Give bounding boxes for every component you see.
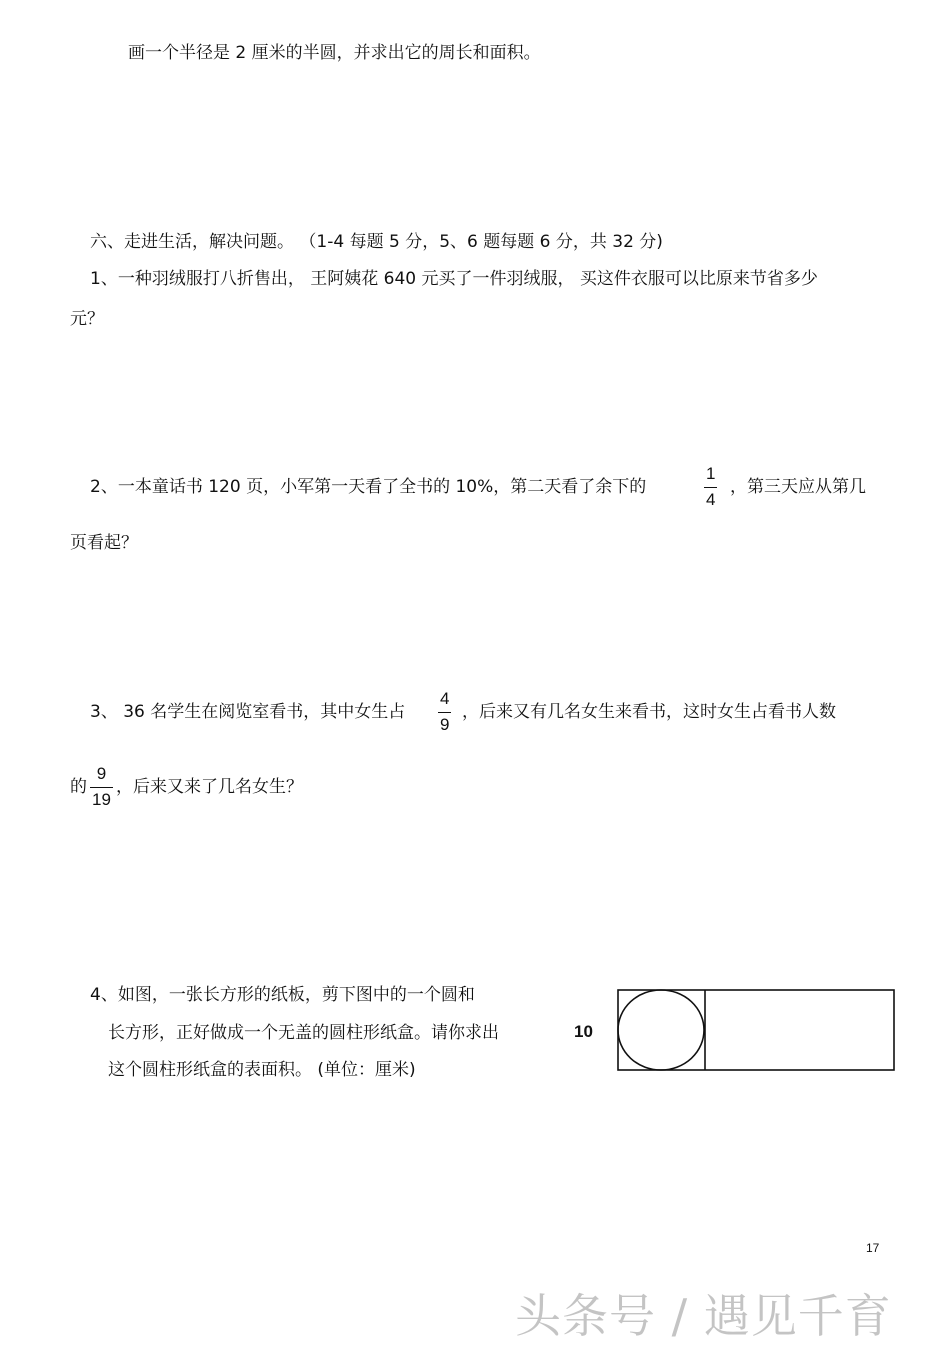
- q4-line1: 4、如图，一张长方形的纸板，剪下图中的一个圆和: [90, 985, 475, 1005]
- q3-fraction-2: [90, 764, 113, 810]
- base-circle: [618, 990, 704, 1070]
- q4-line2: 长方形，正好做成一个无盖的圆柱形纸盒。请你求出: [108, 1023, 499, 1043]
- q3-fraction-2-numerator: 9: [96, 764, 107, 783]
- section-heading: 六、走进生活，解决问题。 （1-4 每题 5 分，5、6 题每题 6 分，共 32 分): [90, 232, 663, 252]
- q3-fraction-1-bar: [438, 712, 451, 713]
- q2-part2: ，第三天应从第几: [730, 477, 866, 497]
- q4-line3: 这个圆柱形纸盒的表面积。 (单位：厘米): [108, 1060, 416, 1080]
- q3-fraction-1-numerator: 4: [440, 689, 450, 708]
- intro-text: 画一个半径是 2 厘米的半圆，并求出它的周长和面积。: [128, 43, 541, 63]
- q3-line2-prefix: 的: [70, 777, 87, 797]
- q3-line2-suffix: ，后来又来了几名女生？: [116, 777, 303, 797]
- outer-rectangle: [618, 990, 894, 1070]
- q2-fraction-bar: [704, 487, 717, 488]
- q1-line2: 元？: [70, 309, 104, 329]
- q3-part1: 3、 36 名学生在阅览室看书，其中女生占: [90, 702, 406, 722]
- q1-line1: 1、一种羽绒服打八折售出， 王阿姨花 640 元买了一件羽绒服， 买这件衣服可以比原来节省多少: [90, 269, 818, 289]
- q3-part2: ，后来又有几名女生来看书，这时女生占看书人数: [462, 702, 836, 722]
- q2-fraction-denominator: 4: [706, 490, 716, 509]
- cylinder-net-figure: [616, 988, 896, 1072]
- q2-line2: 页看起？: [70, 533, 138, 553]
- q3-fraction-2-denominator: 19: [92, 790, 111, 809]
- q2-fraction: [704, 464, 717, 510]
- q3-fraction-1-denominator: 9: [440, 715, 450, 734]
- q3-fraction-1: [438, 689, 451, 735]
- figure-dimension-label: 10: [574, 1022, 593, 1041]
- watermark: 头条号 / 遇见千育: [515, 1289, 892, 1343]
- q3-fraction-2-bar: [90, 787, 113, 788]
- q2-part1: 2、一本童话书 120 页，小军第一天看了全书的 10%，第二天看了余下的: [90, 477, 647, 497]
- q2-fraction-numerator: 1: [706, 464, 716, 483]
- page-number: 17: [866, 1241, 880, 1255]
